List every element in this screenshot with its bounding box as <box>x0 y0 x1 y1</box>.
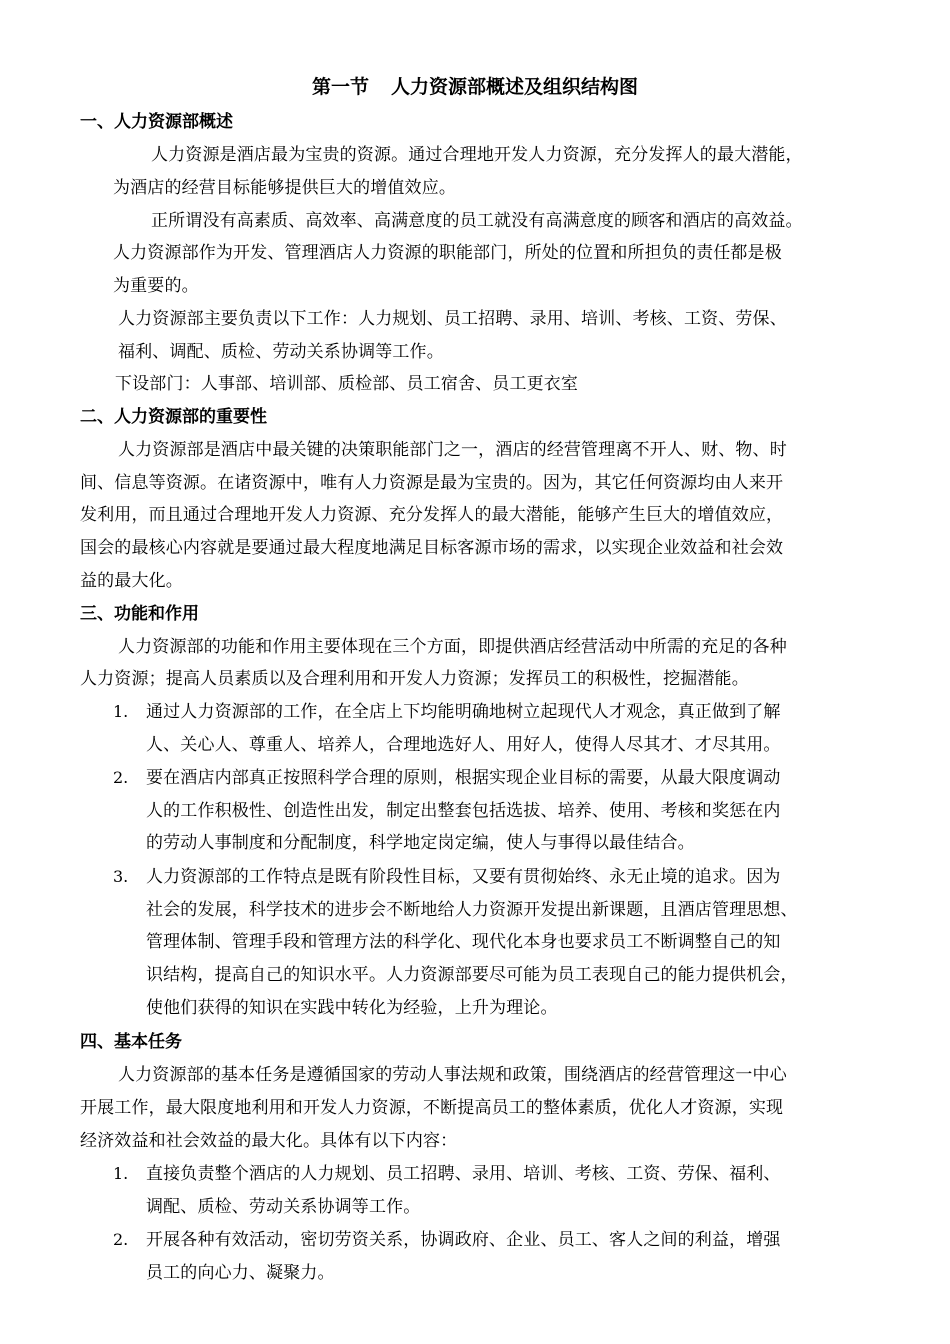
section-2-heading: 二、人力资源部的重要性 <box>80 407 267 427</box>
s4-item-1-line-2: 调配、质检、劳动关系协调等工作。 <box>146 1197 421 1217</box>
s1-departments-line: 下设部门：人事部、培训部、质检部、员工宿舍、员工更衣室 <box>115 374 579 394</box>
s1-p2-line-3: 为重要的。 <box>113 276 199 296</box>
section-3-heading: 三、功能和作用 <box>80 604 199 624</box>
title-section-number: 第一节 <box>311 76 369 98</box>
s1-p2-line-2: 人力资源部作为开发、管理酒店人力资源的职能部门，所处的位置和所担负的责任都是极 <box>113 243 782 263</box>
s2-p1-line-4: 国会的最核心内容就是要通过最大程度地满足目标客源市场的需求，以实现企业效益和社会效 <box>80 538 784 558</box>
s3-item-3-line-4: 识结构，提高自己的知识水平。人力资源部要尽可能为员工表现自己的能力提供机会， <box>146 965 798 985</box>
title-text: 人力资源部概述及组织结构图 <box>391 76 639 98</box>
s3-item-3-line-2: 社会的发展，科学技术的进步会不断地给人力资源开发提出新课题，且酒店管理思想、 <box>146 900 798 920</box>
s3-item-2-line-2: 人的工作积极性、创造性出发，制定出整套包括选拔、培养、使用、考核和奖惩在内 <box>146 801 781 821</box>
s3-p1-line-1: 人力资源部的功能和作用主要体现在三个方面，即提供酒店经营活动中所需的充足的各种 <box>118 637 787 657</box>
s1-p3-line-2: 福利、调配、质检、劳动关系协调等工作。 <box>118 342 444 362</box>
s4-item-2-line-1: 开展各种有效活动，密切劳资关系，协调政府、企业、员工、客人之间的利益，增强 <box>146 1230 781 1250</box>
s2-p1-line-1: 人力资源部是酒店中最关键的决策职能部门之一，酒店的经营管理离不开人、财、物、时 <box>118 440 787 460</box>
s3-item-2-line-1: 要在酒店内部真正按照科学合理的原则，根据实现企业目标的需要，从最大限度调动 <box>146 768 781 788</box>
s2-p1-line-5: 益的最大化。 <box>80 571 183 591</box>
s1-p1-line-2: 为酒店的经营目标能够提供巨大的增值效应。 <box>113 178 456 198</box>
s1-p3-line-1: 人力资源部主要负责以下工作：人力规划、员工招聘、录用、培训、考核、工资、劳保、 <box>118 309 787 329</box>
s1-p2-line-1: 正所谓没有高素质、高效率、高满意度的员工就没有高满意度的顾客和酒店的高效益。 <box>151 211 803 231</box>
section-1-heading: 一、人力资源部概述 <box>80 112 233 132</box>
s4-item-1-number: 1. <box>113 1164 129 1183</box>
s2-p1-line-2: 间、信息等资源。在诸资源中，唯有人力资源是最为宝贵的。因为，其它任何资源均由人来开 <box>80 473 784 493</box>
page-title <box>0 74 950 100</box>
s3-item-1-line-1: 通过人力资源部的工作，在全店上下均能明确地树立起现代人才观念，真正做到了解 <box>146 702 781 722</box>
s1-p1-line-1: 人力资源是酒店最为宝贵的资源。通过合理地开发人力资源，充分发挥人的最大潜能， <box>151 145 803 165</box>
s4-item-1-line-1: 直接负责整个酒店的人力规划、员工招聘、录用、培训、考核、工资、劳保、福利、 <box>146 1164 781 1184</box>
s3-p1-line-2: 人力资源；提高人员素质以及合理利用和开发人力资源；发挥员工的积极性，挖掘潜能。 <box>80 669 749 689</box>
s3-item-1-number: 1. <box>113 702 129 721</box>
s3-item-3-number: 3. <box>113 867 129 886</box>
s3-item-2-line-3: 的劳动人事制度和分配制度，科学地定岗定编，使人与事得以最佳结合。 <box>146 833 695 853</box>
s3-item-3-line-5: 使他们获得的知识在实践中转化为经验，上升为理论。 <box>146 998 558 1018</box>
s4-item-2-line-2: 员工的向心力、凝聚力。 <box>146 1263 335 1283</box>
s2-p1-line-3: 发利用，而且通过合理地开发人力资源、充分发挥人的最大潜能，能够产生巨大的增值效应， <box>80 505 784 525</box>
s3-item-2-number: 2. <box>113 768 129 787</box>
s4-p1-line-1: 人力资源部的基本任务是遵循国家的劳动人事法规和政策，围绕酒店的经营管理这一中心 <box>118 1065 787 1085</box>
s3-item-3-line-1: 人力资源部的工作特点是既有阶段性目标，又要有贯彻始终、永无止境的追求。因为 <box>146 867 781 887</box>
s4-p1-line-2: 开展工作，最大限度地利用和开发人力资源，不断提高员工的整体素质，优化人才资源，实现 <box>80 1098 784 1118</box>
s3-item-1-line-2: 人、关心人、尊重人、培养人，合理地选好人、用好人，使得人尽其才、才尽其用。 <box>146 735 781 755</box>
section-4-heading: 四、基本任务 <box>80 1032 182 1052</box>
s3-item-3-line-3: 管理体制、管理手段和管理方法的科学化、现代化本身也要求员工不断调整自己的知 <box>146 932 781 952</box>
s4-p1-line-3: 经济效益和社会效益的最大化。具体有以下内容： <box>80 1131 458 1151</box>
s4-item-2-number: 2. <box>113 1230 129 1249</box>
